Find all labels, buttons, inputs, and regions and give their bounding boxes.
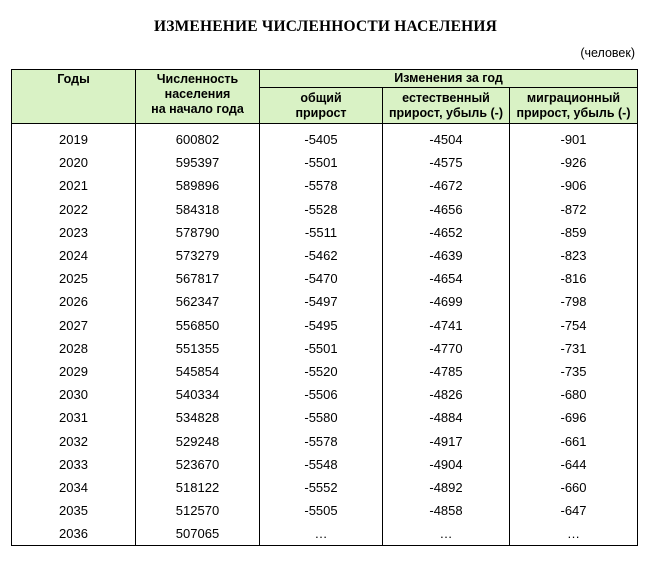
cell-migration: -680 bbox=[510, 383, 638, 406]
table-row bbox=[12, 522, 638, 546]
cell-total: -5505 bbox=[260, 499, 383, 522]
header-total-line1: общий bbox=[300, 90, 342, 105]
cell-migration: -926 bbox=[510, 151, 638, 174]
cell-migration: -696 bbox=[510, 406, 638, 429]
cell-total: -5506 bbox=[260, 383, 383, 406]
unit-label: (человек) bbox=[580, 46, 635, 60]
cell-year: 2030 bbox=[12, 383, 136, 406]
cell-migration: -647 bbox=[510, 499, 638, 522]
cell-migration: -754 bbox=[510, 314, 638, 337]
cell-year: 2029 bbox=[12, 360, 136, 383]
header-change-group-label: Изменения за год bbox=[394, 71, 503, 85]
cell-total: -5511 bbox=[260, 221, 383, 244]
cell-natural: -4770 bbox=[383, 337, 510, 360]
cell-migration: -901 bbox=[510, 124, 638, 152]
cell-migration: -823 bbox=[510, 244, 638, 267]
cell-migration: -906 bbox=[510, 174, 638, 197]
cell-population: 556850 bbox=[136, 314, 260, 337]
cell-natural: -4656 bbox=[383, 198, 510, 221]
table-row bbox=[12, 453, 638, 476]
cell-migration: -816 bbox=[510, 267, 638, 290]
header-year-label: Годы bbox=[57, 72, 90, 86]
cell-year: 2027 bbox=[12, 314, 136, 337]
cell-natural: … bbox=[383, 522, 510, 546]
table-row bbox=[12, 429, 638, 452]
cell-population: 573279 bbox=[136, 244, 260, 267]
cell-natural: -4917 bbox=[383, 429, 510, 452]
cell-population: 529248 bbox=[136, 429, 260, 452]
cell-total: -5578 bbox=[260, 174, 383, 197]
cell-year: 2024 bbox=[12, 244, 136, 267]
cell-year: 2033 bbox=[12, 453, 136, 476]
table-row bbox=[12, 314, 638, 337]
cell-natural: -4672 bbox=[383, 174, 510, 197]
cell-population: 534828 bbox=[136, 406, 260, 429]
header-population-line3: на начало года bbox=[151, 102, 244, 116]
cell-year: 2019 bbox=[12, 124, 136, 152]
cell-population: 551355 bbox=[136, 337, 260, 360]
header-natural-line1: естественный bbox=[402, 90, 490, 105]
header-natural-line2: прирост, убыль (-) bbox=[389, 105, 503, 120]
cell-natural: -4892 bbox=[383, 476, 510, 499]
cell-migration: -798 bbox=[510, 290, 638, 313]
cell-population: 595397 bbox=[136, 151, 260, 174]
cell-migration: … bbox=[510, 522, 638, 546]
cell-total: -5501 bbox=[260, 151, 383, 174]
cell-migration: -660 bbox=[510, 476, 638, 499]
table-row bbox=[12, 174, 638, 197]
cell-total: -5495 bbox=[260, 314, 383, 337]
cell-natural: -4504 bbox=[383, 124, 510, 152]
cell-population: 578790 bbox=[136, 221, 260, 244]
table-row bbox=[12, 499, 638, 522]
table-row bbox=[12, 198, 638, 221]
cell-population: 507065 bbox=[136, 522, 260, 546]
cell-population: 562347 bbox=[136, 290, 260, 313]
table-row bbox=[12, 337, 638, 360]
cell-year: 2034 bbox=[12, 476, 136, 499]
cell-population: 567817 bbox=[136, 267, 260, 290]
header-migration bbox=[510, 88, 638, 124]
cell-natural: -4884 bbox=[383, 406, 510, 429]
table-row bbox=[12, 290, 638, 313]
cell-total: … bbox=[260, 522, 383, 546]
header-migration-line1: миграционный bbox=[526, 90, 621, 105]
cell-total: -5501 bbox=[260, 337, 383, 360]
cell-year: 2028 bbox=[12, 337, 136, 360]
header-population bbox=[136, 70, 260, 124]
cell-natural: -4741 bbox=[383, 314, 510, 337]
cell-year: 2031 bbox=[12, 406, 136, 429]
cell-natural: -4858 bbox=[383, 499, 510, 522]
cell-natural: -4575 bbox=[383, 151, 510, 174]
cell-year: 2022 bbox=[12, 198, 136, 221]
cell-migration: -731 bbox=[510, 337, 638, 360]
table-row bbox=[12, 476, 638, 499]
cell-total: -5528 bbox=[260, 198, 383, 221]
cell-migration: -661 bbox=[510, 429, 638, 452]
cell-year: 2025 bbox=[12, 267, 136, 290]
cell-natural: -4785 bbox=[383, 360, 510, 383]
cell-population: 518122 bbox=[136, 476, 260, 499]
cell-population: 589896 bbox=[136, 174, 260, 197]
header-total-line2: прирост bbox=[295, 105, 347, 120]
page-title: ИЗМЕНЕНИЕ ЧИСЛЕННОСТИ НАСЕЛЕНИЯ bbox=[153, 18, 498, 35]
table-row bbox=[12, 221, 638, 244]
cell-migration: -859 bbox=[510, 221, 638, 244]
cell-year: 2026 bbox=[12, 290, 136, 313]
cell-year: 2036 bbox=[12, 522, 136, 546]
cell-population: 512570 bbox=[136, 499, 260, 522]
cell-natural: -4904 bbox=[383, 453, 510, 476]
cell-migration: -872 bbox=[510, 198, 638, 221]
table-row bbox=[12, 406, 638, 429]
cell-total: -5552 bbox=[260, 476, 383, 499]
cell-total: -5578 bbox=[260, 429, 383, 452]
cell-year: 2032 bbox=[12, 429, 136, 452]
table-row bbox=[12, 267, 638, 290]
cell-population: 584318 bbox=[136, 198, 260, 221]
cell-population: 545854 bbox=[136, 360, 260, 383]
cell-total: -5580 bbox=[260, 406, 383, 429]
cell-total: -5520 bbox=[260, 360, 383, 383]
cell-total: -5548 bbox=[260, 453, 383, 476]
table-row bbox=[12, 383, 638, 406]
cell-total: -5462 bbox=[260, 244, 383, 267]
cell-year: 2020 bbox=[12, 151, 136, 174]
header-population-line2: населения bbox=[164, 87, 231, 101]
cell-natural: -4654 bbox=[383, 267, 510, 290]
cell-total: -5405 bbox=[260, 124, 383, 152]
cell-total: -5497 bbox=[260, 290, 383, 313]
header-migration-line2: прирост, убыль (-) bbox=[516, 105, 631, 120]
header-year bbox=[12, 70, 136, 124]
table-row bbox=[12, 124, 638, 152]
header-population-line1: Численность bbox=[156, 72, 239, 86]
cell-population: 600802 bbox=[136, 124, 260, 152]
header-total bbox=[260, 88, 383, 124]
cell-migration: -644 bbox=[510, 453, 638, 476]
cell-year: 2023 bbox=[12, 221, 136, 244]
cell-population: 540334 bbox=[136, 383, 260, 406]
cell-migration: -735 bbox=[510, 360, 638, 383]
cell-natural: -4699 bbox=[383, 290, 510, 313]
cell-year: 2035 bbox=[12, 499, 136, 522]
cell-natural: -4826 bbox=[383, 383, 510, 406]
population-table bbox=[11, 69, 638, 546]
cell-population: 523670 bbox=[136, 453, 260, 476]
table-row bbox=[12, 151, 638, 174]
header-natural bbox=[383, 88, 510, 124]
cell-year: 2021 bbox=[12, 174, 136, 197]
cell-natural: -4652 bbox=[383, 221, 510, 244]
table-row bbox=[12, 244, 638, 267]
header-change-group bbox=[260, 70, 638, 88]
table-row bbox=[12, 360, 638, 383]
cell-total: -5470 bbox=[260, 267, 383, 290]
cell-natural: -4639 bbox=[383, 244, 510, 267]
